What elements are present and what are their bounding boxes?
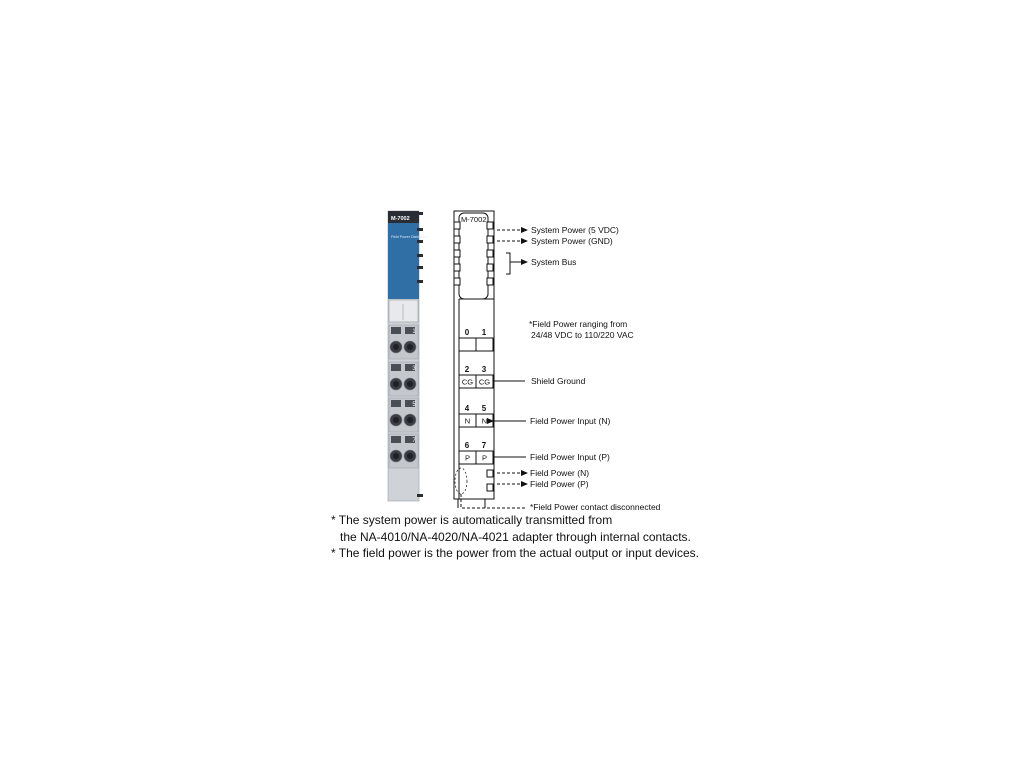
photo-channel-number: 7 <box>412 438 416 444</box>
schematic-model-label: M-7002 <box>461 215 487 224</box>
photo-channel-number: 1 <box>412 329 416 335</box>
wire-hole-inner <box>393 453 399 459</box>
wire-hole-inner <box>407 381 413 387</box>
label-shield-ground: Shield Ground <box>531 376 586 386</box>
blue-label-panel <box>388 211 419 299</box>
terminal-box <box>459 338 476 351</box>
release-slot <box>391 364 401 371</box>
wire-hole-inner <box>393 344 399 350</box>
terminal-number: 5 <box>481 404 487 413</box>
terminal-label: CG <box>461 377 474 387</box>
terminal-number: 0 <box>464 328 470 337</box>
terminal-label: CG <box>478 377 491 387</box>
terminal-label: P <box>481 453 488 463</box>
wire-hole-inner <box>407 453 413 459</box>
wire-hole-inner <box>393 381 399 387</box>
note-system-power-cont: the NA-4010/NA-4020/NA-4021 adapter through internal contacts. <box>340 529 691 544</box>
label-field-power-disconnected: *Field Power contact disconnected <box>530 502 661 512</box>
label-field-power-range-2: 24/48 VDC to 110/220 VAC <box>531 330 634 340</box>
release-slot <box>391 327 401 334</box>
label-system-power-5v: System Power (5 VDC) <box>531 225 619 235</box>
release-slot <box>391 436 401 443</box>
release-slot <box>391 400 401 407</box>
terminal-number: 4 <box>464 404 470 413</box>
terminal-label: N <box>481 416 488 426</box>
terminal-box <box>476 338 493 351</box>
label-field-power-n: Field Power (N) <box>530 468 590 478</box>
terminal-number: 1 <box>481 328 487 337</box>
terminal-block <box>459 328 493 464</box>
note-system-power: * The system power is automatically transmitted from <box>331 513 613 527</box>
terminal-number: 6 <box>464 441 470 450</box>
terminal-number: 2 <box>464 365 470 374</box>
terminal-number: 7 <box>481 441 487 450</box>
release-lever <box>389 300 418 322</box>
disconnected-contact-marker <box>455 468 467 494</box>
terminal-number: 3 <box>481 365 487 374</box>
note-field-power: * The field power is the power from the actual output or input devices. <box>331 546 699 560</box>
label-field-power-input-n: Field Power Input (N) <box>530 416 611 426</box>
label-system-power-gnd: System Power (GND) <box>531 236 613 246</box>
terminal-label: N <box>464 416 471 426</box>
label-field-power-p: Field Power (P) <box>530 479 589 489</box>
label-system-bus: System Bus <box>531 257 577 267</box>
footnotes <box>331 512 699 562</box>
photo-model-label: M-7002 <box>391 216 410 222</box>
label-field-power-range-1: *Field Power ranging from <box>529 319 628 329</box>
wire-hole-inner <box>393 417 399 423</box>
label-field-power-input-p: Field Power Input (P) <box>530 452 610 462</box>
module-photo <box>388 211 428 501</box>
wire-hole-inner <box>407 417 413 423</box>
photo-subtitle: Field Power Distributor <box>391 235 428 239</box>
wire-hole-inner <box>407 344 413 350</box>
terminal-label: P <box>464 453 471 463</box>
photo-channel-number: 5 <box>412 402 416 408</box>
photo-channel-number: 3 <box>412 366 416 372</box>
